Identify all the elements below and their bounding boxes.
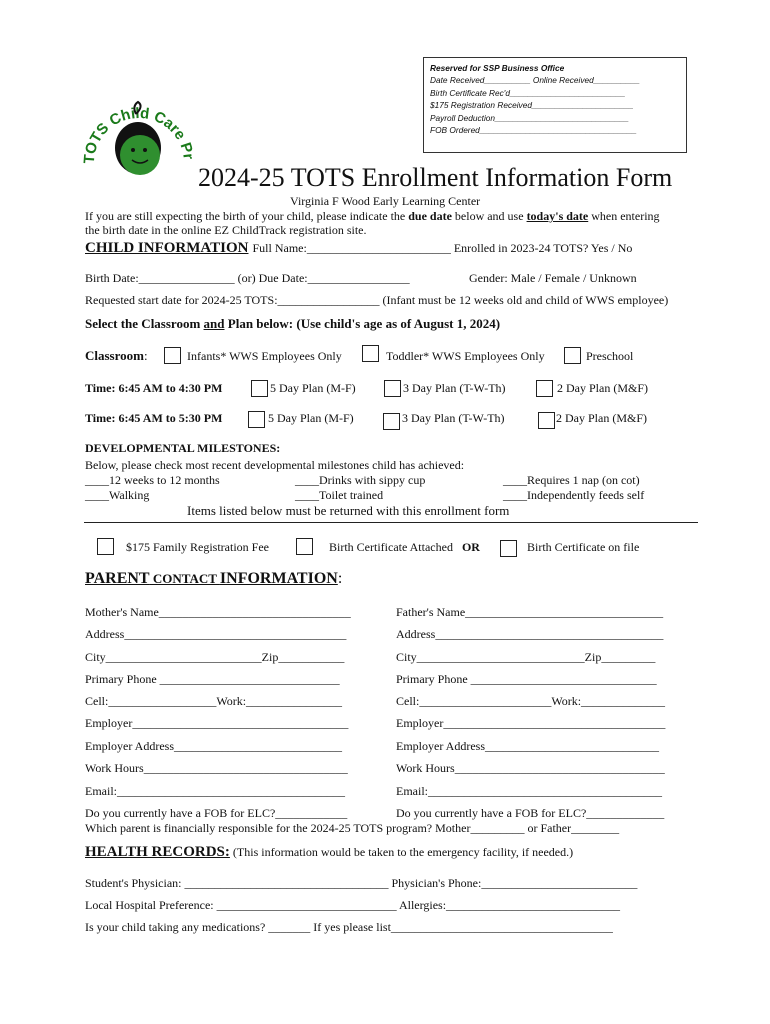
office-line: $175 Registration Received______________________ <box>430 100 634 111</box>
time1-3day-option: 3 Day Plan (T-W-Th) <box>403 381 506 395</box>
logo-graphic <box>78 92 196 192</box>
fee-label: $175 Family Registration Fee <box>126 540 269 554</box>
time-2-label: Time: 6:45 AM to 5:30 PM <box>85 411 223 425</box>
form-subtitle: Virginia F Wood Early Learning Center <box>290 194 481 208</box>
toddler-option: Toddler* WWS Employees Only <box>386 349 545 363</box>
gender-field[interactable]: Gender: Male / Female / Unknown <box>469 271 637 285</box>
milestone-item[interactable]: ____Toilet trained <box>295 488 384 502</box>
intro-line-1: If you are still expecting the birth of your child, please indicate the due date below and use today's date when entering <box>85 209 660 223</box>
birth-attached-checkbox[interactable] <box>296 538 313 555</box>
mother-work-hours-field[interactable]: Work Hours__________________________________ <box>85 761 348 775</box>
hospital-field[interactable]: Local Hospital Preference: ______________________________ Allergies:_____________________________ <box>85 898 621 912</box>
father-cell-field[interactable]: Cell:______________________Work:______________ <box>396 694 666 708</box>
form-title: 2024-25 TOTS Enrollment Information Form <box>198 163 673 192</box>
office-heading: Reserved for SSP Business Office <box>430 63 565 73</box>
father-employer-field[interactable]: Employer_____________________________________ <box>396 716 666 730</box>
health-records-heading: HEALTH RECORDS: <box>85 844 230 860</box>
time-1-label: Time: 6:45 AM to 4:30 PM <box>85 381 223 395</box>
financial-responsibility-field[interactable]: Which parent is financially responsible for the 2024-25 TOTS program? Mother_________ or Father________ <box>85 821 620 835</box>
mother-address-field[interactable]: Address_____________________________________ <box>85 627 347 641</box>
mother-name-field[interactable]: Mother's Name________________________________ <box>85 605 351 619</box>
father-name-field[interactable]: Father's Name_________________________________ <box>396 605 664 619</box>
parent-info-heading: PARENT CONTACT INFORMATION: <box>85 570 343 587</box>
time1-2day-checkbox[interactable] <box>536 380 553 397</box>
father-phone-field[interactable]: Primary Phone _______________________________ <box>396 672 657 686</box>
select-instruction: Select the Classroom and Plan below: (Use child's age as of August 1, 2024) <box>85 316 501 331</box>
classroom-label: Classroom: <box>85 348 148 363</box>
start-date-field[interactable]: Requested start date for 2024-25 TOTS:_________________ (Infant must be 12 weeks old and child of WWS employee) <box>85 293 669 307</box>
preschool-checkbox[interactable] <box>564 347 581 364</box>
father-email-field[interactable]: Email:_______________________________________ <box>396 784 662 798</box>
time2-3day-option: 3 Day Plan (T-W-Th) <box>402 411 505 425</box>
divider <box>84 522 698 523</box>
father-work-hours-field[interactable]: Work Hours___________________________________ <box>396 761 665 775</box>
program-logo <box>78 92 196 192</box>
time1-2day-option: 2 Day Plan (M&F) <box>557 381 648 395</box>
mother-cell-field[interactable]: Cell:__________________Work:________________ <box>85 694 343 708</box>
child-info-heading: CHILD INFORMATION <box>85 240 249 256</box>
office-line: FOB Ordered__________________________________ <box>430 125 637 136</box>
physician-field[interactable]: Student's Physician: __________________________________ Physician's Phone:__________________________ <box>85 876 638 890</box>
birth-file-checkbox[interactable] <box>500 540 517 557</box>
time1-3day-checkbox[interactable] <box>384 380 401 397</box>
milestone-item[interactable]: ____Independently feeds self <box>503 488 645 502</box>
toddler-checkbox[interactable] <box>362 345 379 362</box>
infants-checkbox[interactable] <box>164 347 181 364</box>
milestone-item[interactable]: ____Requires 1 nap (on cot) <box>503 473 640 487</box>
mother-city-field[interactable]: City__________________________Zip___________ <box>85 650 345 664</box>
birth-date-field[interactable]: Birth Date:________________ (or) Due Date:_________________ <box>85 271 410 285</box>
time2-5day-checkbox[interactable] <box>248 411 265 428</box>
returned-notice: Items listed below must be returned with this enrollment form <box>187 503 510 518</box>
time1-5day-checkbox[interactable] <box>251 380 268 397</box>
time2-2day-checkbox[interactable] <box>538 412 555 429</box>
mother-employer-address-field[interactable]: Employer Address____________________________ <box>85 739 342 753</box>
health-records-row <box>85 843 573 861</box>
father-address-field[interactable]: Address______________________________________ <box>396 627 664 641</box>
office-line: Birth Certificate Rec'd_________________________ <box>430 87 626 98</box>
mother-employer-field[interactable]: Employer____________________________________ <box>85 716 349 730</box>
medications-field[interactable]: Is your child taking any medications? _______ If yes please list_____________________________________ <box>85 920 613 934</box>
father-fob-field[interactable]: Do you currently have a FOB for ELC?_____________ <box>396 806 665 820</box>
time2-2day-option: 2 Day Plan (M&F) <box>556 411 647 425</box>
office-use-box <box>423 57 687 153</box>
birth-attached-label: Birth Certificate Attached OR <box>329 540 480 554</box>
milestones-heading: DEVELOPMENTAL MILESTONES: <box>85 441 281 455</box>
child-info-row <box>85 239 632 257</box>
milestone-item[interactable]: ____Drinks with sippy cup <box>295 473 426 487</box>
milestones-intro: Below, please check most recent developmental milestones child has achieved: <box>85 458 465 472</box>
preschool-option: Preschool <box>586 349 634 363</box>
intro-line-2: the birth date in the online EZ ChildTrack registration site. <box>85 223 367 237</box>
father-city-field[interactable]: City____________________________Zip_________ <box>396 650 656 664</box>
full-name-field[interactable]: Full Name:________________________ Enrolled in 2023-24 TOTS? Yes / No <box>252 241 633 255</box>
mother-fob-field[interactable]: Do you currently have a FOB for ELC?____________ <box>85 806 348 820</box>
milestone-item[interactable]: ____Walking <box>85 488 150 502</box>
birth-file-label: Birth Certificate on file <box>527 540 640 554</box>
office-line: Payroll Deduction_____________________________ <box>430 112 629 123</box>
father-employer-address-field[interactable]: Employer Address_____________________________ <box>396 739 659 753</box>
milestone-item[interactable]: ____12 weeks to 12 months <box>85 473 220 487</box>
time2-3day-checkbox[interactable] <box>383 413 400 430</box>
office-line: Date Received__________ Online Received__________ <box>430 75 640 86</box>
mother-email-field[interactable]: Email:______________________________________ <box>85 784 345 798</box>
health-records-note: (This information would be taken to the emergency facility, if needed.) <box>229 845 574 859</box>
fee-checkbox[interactable] <box>97 538 114 555</box>
time2-5day-option: 5 Day Plan (M-F) <box>268 411 354 425</box>
logo-text: TOTS Child Care Pr <box>80 104 196 165</box>
mother-phone-field[interactable]: Primary Phone ______________________________ <box>85 672 340 686</box>
infants-option: Infants* WWS Employees Only <box>187 349 342 363</box>
time1-5day-option: 5 Day Plan (M-F) <box>270 381 356 395</box>
